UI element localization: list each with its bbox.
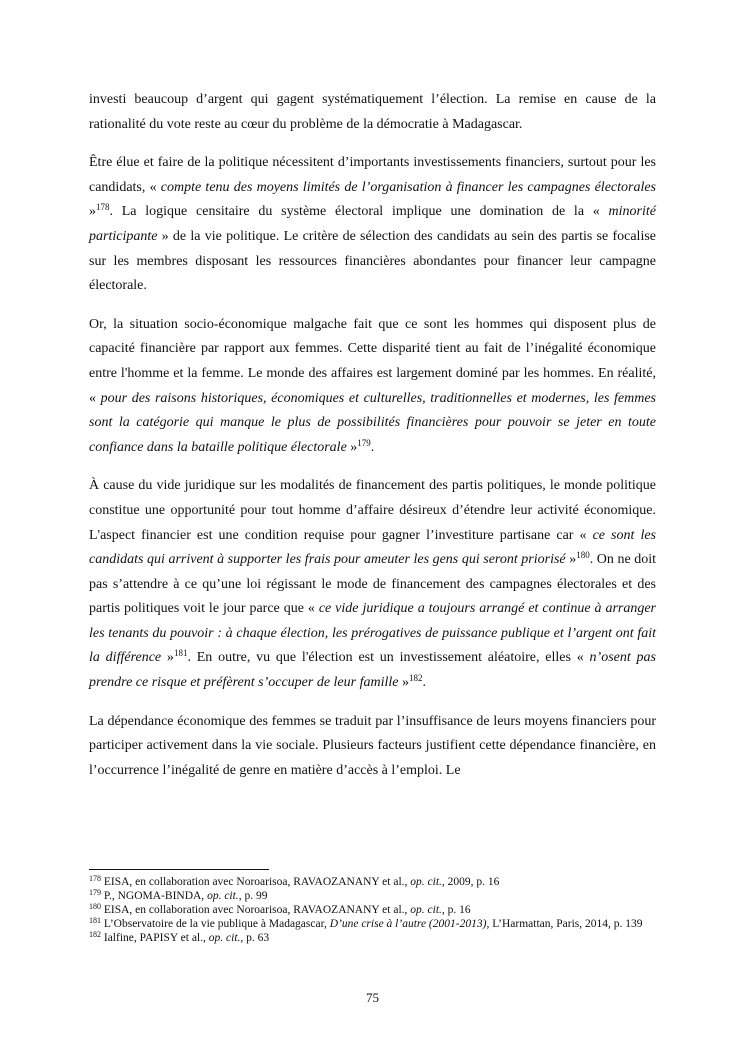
footnotes xyxy=(89,875,656,945)
paragraph xyxy=(89,474,656,695)
italic-quote: D’une crise à l’autre (2001-2013) xyxy=(329,918,487,930)
italic-quote: pour des raisons historiques, économiques et culturelles, traditionnelles et modernes, les femmes sont la catégorie qui manque le plus de possibilités financières pour pouvoir se jeter en toute confiance dans la bataille politique électorale xyxy=(89,390,656,455)
text-run: » xyxy=(565,552,577,568)
text-run: EISA, en collaboration avec Noroarisoa, RAVAOZANANY et al., xyxy=(101,876,411,888)
footnote-179 xyxy=(89,889,656,903)
text-run: , p. 99 xyxy=(238,890,268,902)
text-run: » xyxy=(161,650,174,666)
footnote-ref: 178 xyxy=(96,202,110,213)
paragraph xyxy=(89,313,656,461)
footnote-ref: 182 xyxy=(408,673,423,684)
paragraph xyxy=(89,710,656,784)
text-run: EISA, en collaboration avec Noroarisoa, RAVAOZANANY et al., xyxy=(101,904,411,916)
text-run: , p. 16 xyxy=(441,904,471,916)
italic-quote: compte tenu des moyens limités de l’organisation à financer les campagnes électorales xyxy=(160,179,657,195)
italic-quote: n’osent pas prendre ce risque et préfèrent s’occuper de leur famille xyxy=(89,650,657,691)
italic-quote: ce vide juridique a toujours arrangé et continue à arranger les tenants du pouvoir : à chaque élection, les prérogatives de puissance publique et l’argent ont fait la différence xyxy=(89,601,657,666)
footnote-ref: 181 xyxy=(89,916,101,925)
footnote-ref: 180 xyxy=(576,550,590,561)
footnote-separator xyxy=(89,869,269,870)
footnote-ref: 181 xyxy=(173,648,188,659)
footnote-182 xyxy=(89,931,656,945)
text-run: Ialfine, PAPISY et al., xyxy=(101,932,209,944)
page-body xyxy=(89,88,656,797)
text-run: L’Observatoire de la vie publique à Madagascar, xyxy=(101,918,330,930)
text-run: , 2009, p. 16 xyxy=(441,876,500,888)
italic-quote: ce sont les candidats qui arrivent à supporter les frais pour ameuter les gens qui seront priorisé xyxy=(89,527,656,568)
footnote-ref: 180 xyxy=(89,902,101,911)
page-number: 75 xyxy=(366,990,379,1005)
text-run: » xyxy=(89,204,96,220)
footnote-ref: 179 xyxy=(89,888,101,897)
text-run: Or, la situation socio-économique malgache fait que ce sont les hommes qui disposent plus de capacité financière par rapport aux femmes. Cette disparité tient au fait de l’inégalité économique entre l'homme et la femme. Le monde des affaires est largement dominé par les hommes. En réalité, « xyxy=(89,316,656,406)
text-run: P., NGOMA-BINDA, xyxy=(101,890,208,902)
italic-quote: op. cit. xyxy=(410,904,442,916)
text-run: Être élue et faire de la politique nécessitent d’importants investissements financiers, surtout pour les candidats, « xyxy=(89,155,656,195)
text-run: » xyxy=(346,439,358,455)
text-run: La dépendance économique des femmes se traduit par l’insuffisance de leurs moyens financiers pour participer activement dans la vie sociale. Plusieurs facteurs justifient cette dépendance financière, en l’occurrence l’inégalité de genre en matière d’accès à l’emploi. Le xyxy=(89,713,656,778)
text-run: . On ne doit pas s’attendre à ce qu’une loi régissant le mode de financement des campagnes électorales et des partis politiques voit le jour parce que « xyxy=(89,552,657,617)
italic-quote: minorité participante xyxy=(89,204,656,244)
footnote-ref: 178 xyxy=(89,874,101,883)
footnote-181 xyxy=(89,917,656,931)
text-run: investi beaucoup d’argent qui gagent systématiquement l’élection. La remise en cause de la rationalité du vote reste au cœur du problème de la démocratie à Madagascar. xyxy=(89,92,656,132)
paragraph xyxy=(89,151,656,299)
footnote-178 xyxy=(89,875,656,889)
text-run: . xyxy=(370,439,375,455)
footnote-180 xyxy=(89,903,656,917)
footnote-ref: 179 xyxy=(357,437,371,448)
footnote-ref: 182 xyxy=(89,930,101,939)
text-run: , p. 63 xyxy=(240,932,270,944)
text-run: . En outre, vu que l'élection est un investissement aléatoire, elles « xyxy=(187,650,590,666)
italic-quote: op. cit. xyxy=(410,876,442,888)
paragraph xyxy=(89,88,656,137)
text-run: , L’Harmattan, Paris, 2014, p. 139 xyxy=(486,918,643,930)
italic-quote: op. cit. xyxy=(207,890,239,902)
text-run: À cause du vide juridique sur les modalités de financement des partis politiques, le monde politique constitue une opportunité pour tout homme d’affaire désireux d’étendre leur activité économique. L'aspect financier est une condition requise pour gagner l’investiture partisane car « xyxy=(89,478,656,543)
text-run: . xyxy=(422,675,426,691)
text-run: » de la vie politique. Le critère de sélection des candidats au sein des partis se focalise sur les membres disposant les ressources financières abondantes pour financer leur campagne électorale. xyxy=(89,228,656,294)
italic-quote: op. cit. xyxy=(208,932,241,944)
text-run: . La logique censitaire du système électoral implique une domination de la « xyxy=(109,204,609,220)
text-run: » xyxy=(398,675,409,691)
